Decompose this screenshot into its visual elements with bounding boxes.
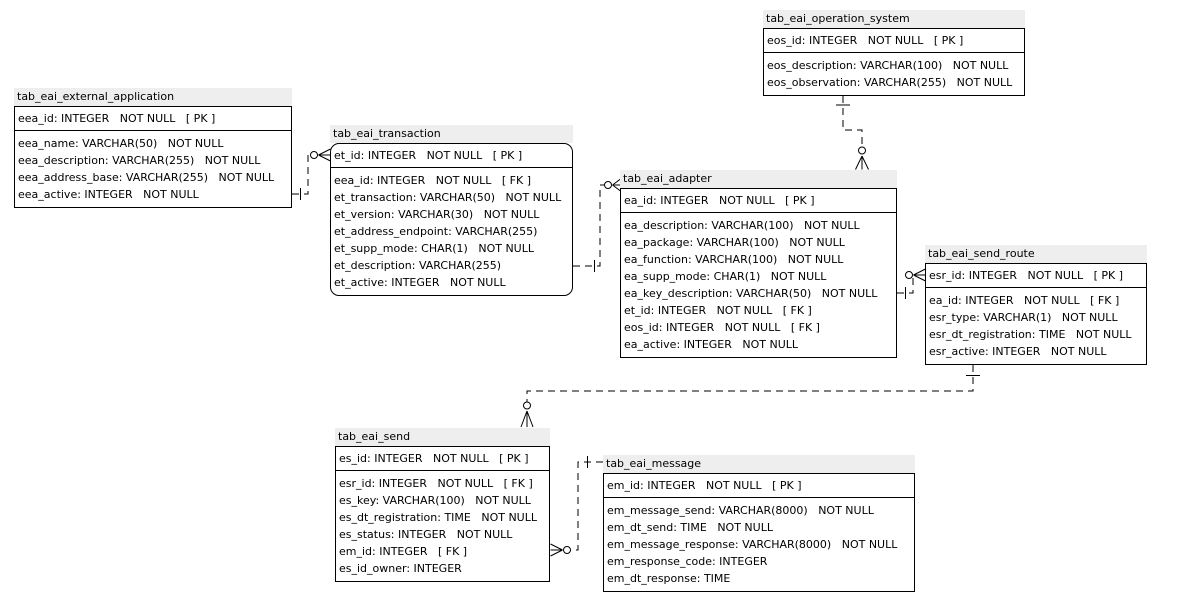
- column-em-dt-send: em_dt_send: TIME NOT NULL: [607, 521, 773, 534]
- pk-column: em_id: INTEGER NOT NULL [ PK ]: [604, 474, 914, 498]
- table-send[interactable]: [335, 428, 550, 582]
- column-eea-name: eea_name: VARCHAR(50) NOT NULL: [18, 137, 224, 150]
- column-eea-active: eea_active: INTEGER NOT NULL: [18, 188, 199, 201]
- column-es-key: es_key: VARCHAR(100) NOT NULL: [339, 494, 531, 507]
- table-title: tab_eai_message: [603, 455, 915, 473]
- table-title: tab_eai_send: [335, 428, 550, 446]
- table-title: tab_eai_operation_system: [763, 10, 1025, 28]
- table-columns: [604, 498, 914, 591]
- table-box: [763, 28, 1025, 96]
- column-em-dt-response: em_dt_response: TIME: [607, 572, 731, 585]
- column-et-address-endpoint: et_address_endpoint: VARCHAR(255): [334, 225, 538, 238]
- crows-foot-icon: [319, 149, 331, 161]
- column-em-response-code: em_response_code: INTEGER: [607, 555, 768, 568]
- column-em-message-send: em_message_send: VARCHAR(8000) NOT NULL: [607, 504, 874, 517]
- table-box: [335, 446, 550, 582]
- table-box: [14, 106, 292, 208]
- column-et-description: et_description: VARCHAR(255): [334, 259, 502, 272]
- relationship-line: [527, 365, 973, 402]
- pk-column: eos_id: INTEGER NOT NULL [ PK ]: [764, 29, 1024, 53]
- connector-adapter-to-send-route[interactable]: [897, 269, 926, 299]
- connector-send-route-to-send[interactable]: [521, 365, 980, 427]
- column-ea-package: ea_package: VARCHAR(100) NOT NULL: [624, 236, 845, 249]
- column-esr-dt-registration: esr_dt_registration: TIME NOT NULL: [929, 328, 1132, 341]
- zero-circle-icon: [311, 152, 318, 159]
- column-ea-key-description: ea_key_description: VARCHAR(50) NOT NULL: [624, 287, 878, 300]
- relationship-line: [573, 185, 604, 266]
- connector-external-application-to-transaction[interactable]: [292, 149, 331, 200]
- column-et-supp-mode: et_supp_mode: CHAR(1) NOT NULL: [334, 242, 534, 255]
- connector-message-to-send[interactable]: [551, 456, 604, 556]
- zero-circle-icon: [605, 182, 612, 189]
- pk-column: es_id: INTEGER NOT NULL [ PK ]: [336, 447, 549, 471]
- column-esr-type: esr_type: VARCHAR(1) NOT NULL: [929, 311, 1118, 324]
- crows-foot-icon: [856, 156, 869, 170]
- table-columns: [621, 213, 896, 357]
- table-columns: [764, 53, 1024, 95]
- pk-column: esr_id: INTEGER NOT NULL [ PK ]: [926, 264, 1146, 288]
- zero-circle-icon: [859, 147, 866, 154]
- column-esr-active: esr_active: INTEGER NOT NULL: [929, 345, 1107, 358]
- column-eea-address-base: eea_address_base: VARCHAR(255) NOT NULL: [18, 171, 275, 184]
- column-es-status: es_status: INTEGER NOT NULL: [339, 528, 513, 541]
- column-eea-id: eea_id: INTEGER NOT NULL [ FK ]: [334, 174, 532, 187]
- column-em-message-response: em_message_response: VARCHAR(8000) NOT NULL: [607, 538, 898, 551]
- table-transaction[interactable]: [330, 125, 573, 296]
- table-title: tab_eai_transaction: [330, 125, 573, 143]
- column-et-active: et_active: INTEGER NOT NULL: [334, 276, 506, 289]
- table-operation-system[interactable]: [763, 10, 1025, 96]
- column-ea-supp-mode: ea_supp_mode: CHAR(1) NOT NULL: [624, 270, 827, 283]
- column-esr-id: esr_id: INTEGER NOT NULL [ FK ]: [339, 477, 533, 490]
- pk-column: ea_id: INTEGER NOT NULL [ PK ]: [621, 189, 896, 213]
- crows-foot-icon: [914, 269, 926, 281]
- zero-circle-icon: [564, 547, 571, 554]
- table-columns: [336, 471, 549, 581]
- column-et-version: et_version: VARCHAR(30) NOT NULL: [334, 208, 540, 221]
- column-es-dt-registration: es_dt_registration: TIME NOT NULL: [339, 511, 537, 524]
- crows-foot-icon: [521, 411, 533, 427]
- zero-circle-icon: [524, 402, 531, 409]
- column-et-transaction: et_transaction: VARCHAR(50) NOT NULL: [334, 191, 562, 204]
- column-ea-active: ea_active: INTEGER NOT NULL: [624, 338, 799, 351]
- connector-transaction-to-adapter[interactable]: [573, 179, 621, 272]
- column-et-id: et_id: INTEGER NOT NULL [ FK ]: [624, 304, 812, 317]
- column-eea-description: eea_description: VARCHAR(255) NOT NULL: [18, 154, 261, 167]
- connector-operation-system-to-adapter[interactable]: [836, 96, 869, 170]
- table-columns: [331, 168, 572, 295]
- column-eos-description: eos_description: VARCHAR(100) NOT NULL: [767, 59, 1009, 72]
- relationship-line: [571, 462, 603, 550]
- column-ea-id: ea_id: INTEGER NOT NULL [ FK ]: [929, 294, 1120, 307]
- column-ea-function: ea_function: VARCHAR(100) NOT NULL: [624, 253, 844, 266]
- column-ea-description: ea_description: VARCHAR(100) NOT NULL: [624, 219, 860, 232]
- table-title: tab_eai_external_application: [14, 88, 292, 106]
- table-title: tab_eai_adapter: [620, 170, 897, 188]
- table-message[interactable]: [603, 455, 915, 592]
- crows-foot-icon: [551, 544, 563, 556]
- table-external-application[interactable]: [14, 88, 292, 208]
- column-eos-id: eos_id: INTEGER NOT NULL [ FK ]: [624, 321, 820, 334]
- table-columns: [926, 288, 1146, 364]
- table-title: tab_eai_send_route: [925, 245, 1147, 263]
- column-em-id: em_id: INTEGER [ FK ]: [339, 545, 468, 558]
- table-box: [603, 473, 915, 592]
- zero-circle-icon: [906, 272, 913, 279]
- table-box: [925, 263, 1147, 365]
- table-adapter[interactable]: [620, 170, 897, 358]
- relationship-line: [843, 96, 862, 147]
- column-eos-observation: eos_observation: VARCHAR(255) NOT NULL: [767, 76, 1013, 89]
- table-box: [330, 143, 573, 296]
- table-box: [620, 188, 897, 358]
- table-columns: [15, 131, 291, 207]
- pk-column: et_id: INTEGER NOT NULL [ PK ]: [331, 144, 572, 168]
- column-es-id-owner: es_id_owner: INTEGER: [339, 562, 462, 575]
- pk-column: eea_id: INTEGER NOT NULL [ PK ]: [15, 107, 291, 131]
- table-send-route[interactable]: [925, 245, 1147, 365]
